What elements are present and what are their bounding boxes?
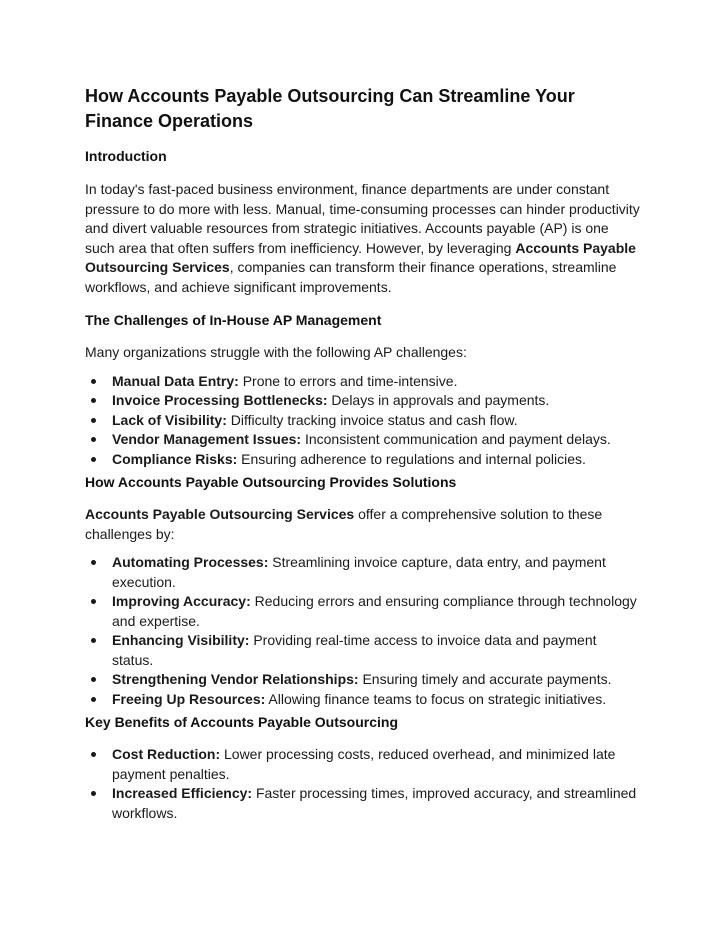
list-item xyxy=(112,670,640,690)
list-item xyxy=(112,430,640,450)
list-item-term: Compliance Risks: xyxy=(112,450,238,467)
list-item-term: Strengthening Vendor Relationships: xyxy=(112,671,359,687)
challenges-heading: The Challenges of In-House AP Management xyxy=(85,312,382,328)
list-item-desc: Providing real-time access to invoice data and payment status. xyxy=(112,632,597,668)
list-item-term: Lack of Visibility: xyxy=(112,411,227,428)
solutions-lead xyxy=(85,505,640,544)
list-item-desc: Allowing finance teams to focus on strategic initiatives. xyxy=(265,690,607,707)
intro-text-1: In today's fast-paced business environment, finance departments are under constant pressure to do more with less. Manual, time-consuming processes can hinder productivity and divert valuable resources from strategic initiatives. Accounts payable (AP) is one such area that often suffers from inefficiency. However, by leveraging xyxy=(85,181,640,256)
list-item-desc: Reducing errors and ensuring compliance through technology and expertise. xyxy=(112,593,637,629)
list-item xyxy=(112,690,640,710)
list-item-term: Automating Processes: xyxy=(112,554,269,570)
intro-heading: Introduction xyxy=(85,148,167,164)
solutions-list xyxy=(85,553,640,709)
list-item-term: Increased Efficiency: xyxy=(112,785,253,801)
challenges-lead: Many organizations struggle with the following AP challenges: xyxy=(85,344,467,360)
solutions-lead-text: offer a comprehensive solution to these challenges by: xyxy=(85,506,603,542)
intro-bold-term: Accounts Payable Outsourcing Services xyxy=(85,239,636,275)
list-item-desc: Difficulty tracking invoice status and cash flow. xyxy=(226,411,518,428)
intro-paragraph xyxy=(85,180,640,297)
benefits-heading: Key Benefits of Accounts Payable Outsourcing xyxy=(85,714,398,730)
list-item-term: Vendor Management Issues: xyxy=(112,431,302,447)
intro-text-2: , companies can transform their finance operations, streamline workflows, and achieve significant improvements. xyxy=(85,259,617,295)
challenges-list xyxy=(85,372,640,470)
list-item-term: Manual Data Entry: xyxy=(112,372,239,389)
list-item xyxy=(112,553,640,592)
list-item-desc: Ensuring timely and accurate payments. xyxy=(358,671,612,687)
list-item-term: Improving Accuracy: xyxy=(112,593,251,609)
solutions-lead-bold: Accounts Payable Outsourcing Services xyxy=(85,506,355,522)
list-item xyxy=(112,631,640,670)
list-item-desc: Prone to errors and time-intensive. xyxy=(238,372,458,389)
list-item xyxy=(112,745,640,784)
list-item-desc: Inconsistent communication and payment delays. xyxy=(301,431,611,447)
list-item-term: Freeing Up Resources: xyxy=(112,690,266,707)
list-item xyxy=(112,372,640,392)
list-item-desc: Lower processing costs, reduced overhead, and minimized late payment penalties. xyxy=(112,746,616,782)
list-item-term: Enhancing Visibility: xyxy=(112,632,250,648)
list-item xyxy=(112,411,640,431)
list-item-desc: Streamlining invoice capture, data entry, and payment execution. xyxy=(112,554,606,590)
list-item xyxy=(112,592,640,631)
list-item-term: Invoice Processing Bottlenecks: xyxy=(112,392,328,408)
list-item-desc: Faster processing times, improved accuracy, and streamlined workflows. xyxy=(112,785,637,821)
solutions-heading: How Accounts Payable Outsourcing Provides Solutions xyxy=(85,474,457,490)
list-item xyxy=(112,391,640,411)
document-title: How Accounts Payable Outsourcing Can Streamline Your Finance Operations xyxy=(85,86,575,131)
list-item-term: Cost Reduction: xyxy=(112,746,221,762)
list-item-desc: Delays in approvals and payments. xyxy=(327,392,550,408)
list-item-desc: Ensuring adherence to regulations and internal policies. xyxy=(237,450,586,467)
benefits-list xyxy=(85,745,640,823)
list-item xyxy=(112,784,640,823)
list-item xyxy=(112,450,640,470)
